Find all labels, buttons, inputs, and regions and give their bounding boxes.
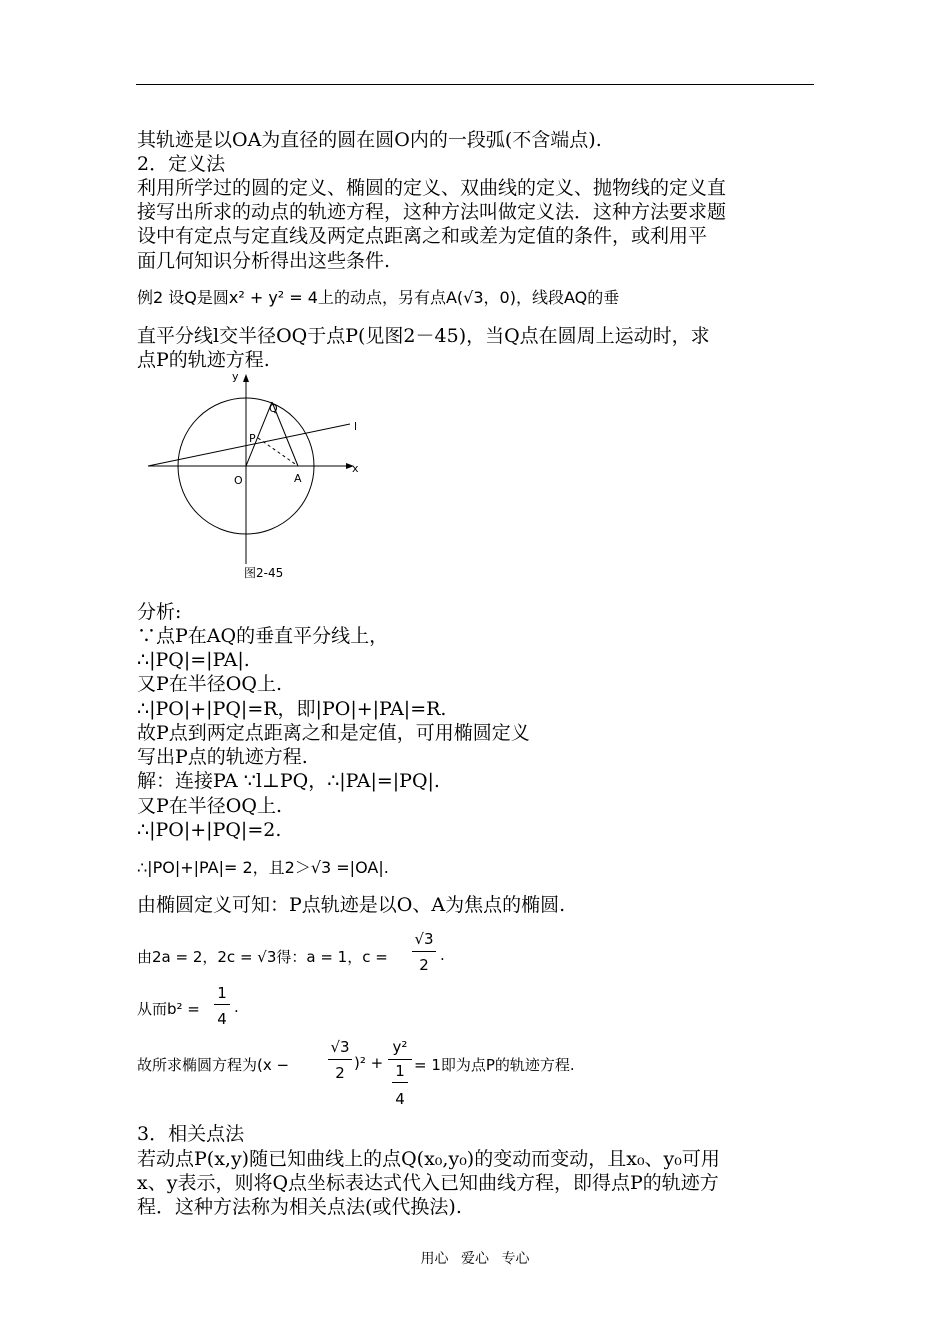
- nested-fraction-denominator: 4: [395, 1090, 405, 1108]
- fraction-numerator: y²: [392, 1038, 408, 1056]
- period: .: [234, 998, 239, 1016]
- section-heading-related-point-method: 3．相关点法: [137, 1123, 245, 1145]
- header-rule: [136, 84, 814, 85]
- nested-fraction-numerator: 1: [395, 1062, 405, 1080]
- label-x: x: [352, 462, 359, 475]
- fraction-bar: [412, 951, 436, 952]
- figure-caption: 图2-45: [244, 566, 284, 580]
- section-heading-definition-method: 2．定义法: [137, 153, 226, 175]
- label-q: Q: [269, 402, 278, 415]
- math-fragment: )² +: [354, 1054, 384, 1072]
- text-line: 点P的轨迹方程.: [137, 349, 270, 371]
- text-line: 其轨迹是以OA为直径的圆在圆O内的一段弧(不含端点).: [137, 129, 602, 151]
- text-line: 故P点到两定点距离之和是定值，可用椭圆定义: [137, 722, 530, 744]
- fraction-numerator: √3: [330, 1038, 350, 1056]
- text-line: 又P在半径OQ上.: [137, 795, 282, 817]
- text-line: 面几何知识分析得出这些条件.: [137, 250, 391, 272]
- period: .: [440, 946, 445, 964]
- footer-item: 爱心: [461, 1251, 489, 1267]
- fraction-numerator: √3: [414, 930, 434, 948]
- math-line-b: 从而b² =: [137, 1000, 200, 1018]
- text-line: ∴|PQ|=|PA|.: [137, 649, 250, 671]
- analysis-heading: 分析:: [137, 601, 182, 623]
- text-line: 写出P点的轨迹方程.: [137, 746, 308, 768]
- fraction-bar: [328, 1059, 352, 1060]
- label-a: A: [294, 472, 302, 485]
- fraction-bar: [388, 1059, 412, 1060]
- text-line: 设中有定点与定直线及两定点距离之和或差为定值的条件，或利用平: [137, 225, 708, 247]
- label-y: y: [232, 370, 239, 383]
- math-line-ellipse: 故所求椭圆方程为(x −: [137, 1056, 290, 1074]
- fraction-denominator: 2: [419, 956, 429, 974]
- text-line: ∴|PO|+|PQ|=2.: [137, 819, 282, 841]
- text-line: ∴|PO|+|PQ|=R，即|PO|+|PA|=R.: [137, 698, 447, 720]
- label-l: l: [354, 420, 358, 433]
- label-p: P: [249, 432, 256, 445]
- text-line: 直平分线l交半径OQ于点P(见图2－45)，当Q点在圆周上运动时，求: [137, 325, 710, 347]
- fraction-numerator: 1: [217, 984, 227, 1002]
- solution-line: 解：连接PA ∵l⊥PQ，∴|PA|=|PQ|.: [137, 770, 440, 792]
- text-line: 若动点P(x,y)随已知曲线上的点Q(x₀,y₀)的变动而变动，且x₀、y₀可用: [137, 1148, 720, 1170]
- fraction-bar: [214, 1004, 230, 1005]
- text-line: 又P在半径OQ上.: [137, 673, 282, 695]
- nested-fraction-bar: [392, 1082, 408, 1083]
- y-axis-arrow-icon: [243, 374, 249, 382]
- footer-item: 专心: [501, 1251, 530, 1267]
- text-line: 由椭圆定义可知：P点轨迹是以O、A为焦点的椭圆.: [137, 894, 566, 916]
- footer-item: 用心: [420, 1251, 449, 1267]
- text-line: 接写出所求的动点的轨迹方程，这种方法叫做定义法．这种方法要求题: [137, 201, 727, 223]
- label-o: O: [234, 474, 243, 487]
- text-line: ∵点P在AQ的垂直平分线上，: [137, 625, 389, 647]
- text-line: x、y表示，则将Q点坐标表达式代入已知曲线方程，即得点P的轨迹方: [137, 1172, 719, 1194]
- math-fragment: = 1即为点P的轨迹方程.: [414, 1056, 575, 1074]
- page-footer: [0, 1248, 950, 1268]
- text-line: 利用所学过的圆的定义、椭圆的定义、双曲线的定义、抛物线的定义直: [137, 177, 727, 199]
- math-line: ∴|PO|+|PA|= 2，且2＞√3 =|OA|.: [137, 858, 389, 877]
- example-2-statement: 例2 设Q是圆x² + y² = 4上的动点，另有点A(√3，0)，线段AQ的垂: [137, 288, 620, 307]
- math-line-a-c: 由2a = 2，2c = √3得：a = 1，c =: [137, 948, 388, 966]
- text-line: 程．这种方法称为相关点法(或代换法).: [137, 1196, 462, 1218]
- figure-2-45: [138, 368, 368, 568]
- fraction-denominator: 4: [217, 1010, 227, 1028]
- fraction-denominator: 2: [335, 1064, 345, 1082]
